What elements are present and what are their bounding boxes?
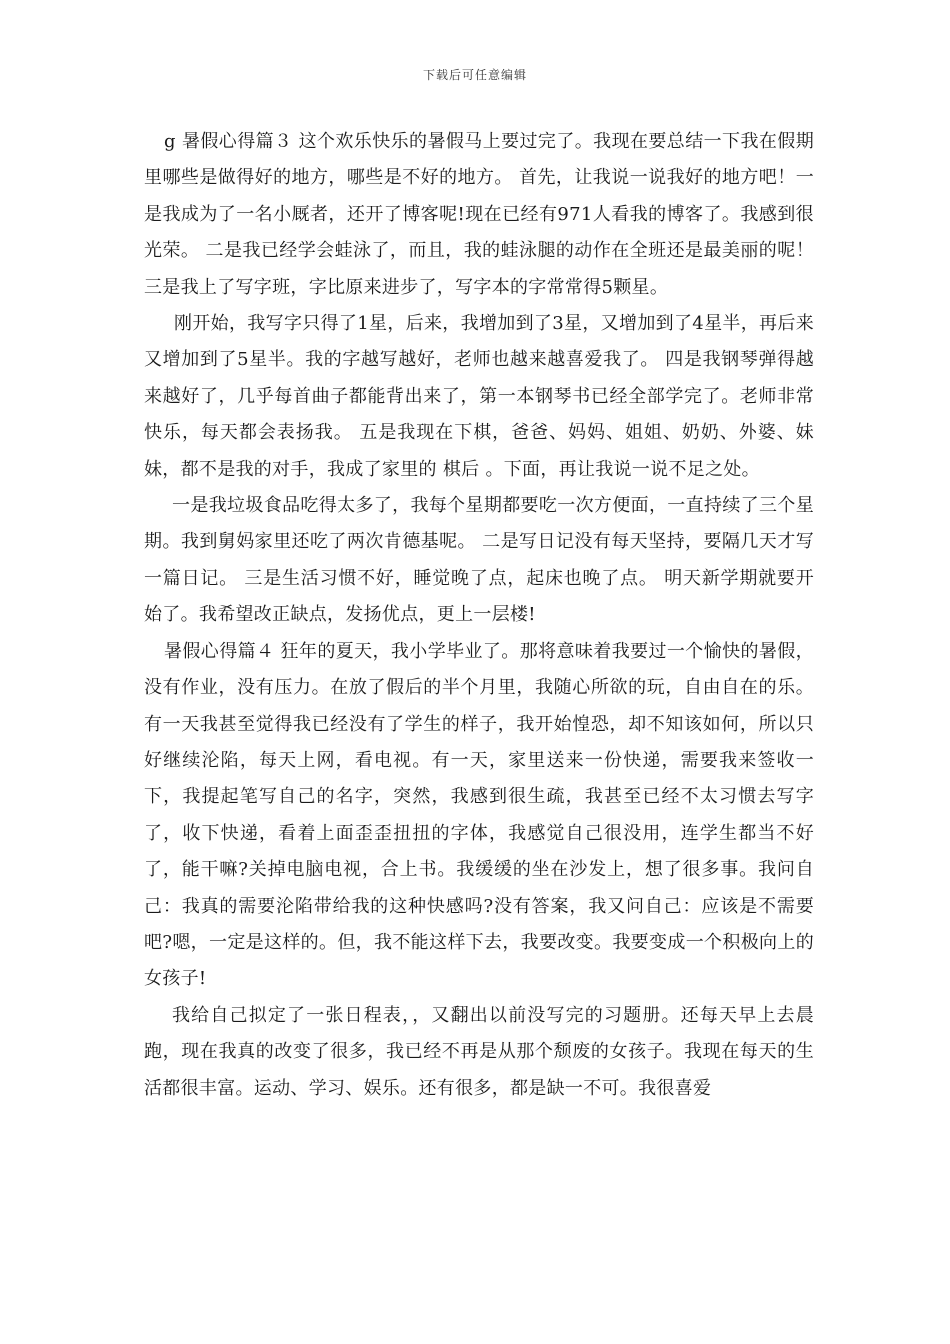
page-header: 下载后可任意编辑: [422, 68, 527, 82]
paragraph: g 暑假心得篇３ 这个欢乐快乐的暑假马上要过完了。我现在要总结一下我在假期里哪些是做得好的地方，哪些是不好的地方。 首先，让我说一说我好的地方吧！一是我成为了一名小厩者，还开了博客呢!现在已经有971人看我的博客了。我感到很光荣。 二是我已经学会蛙泳了，而且，我的蛙泳腿的动作在全班还是最美丽的呢！三是我上了写字班，字比原来进步了，写字本的字常常得5颗星。: [144, 131, 814, 298]
document-body: [144, 124, 814, 1107]
paragraph: 暑假心得篇４ 狂年的夏天，我小学毕业了。那将意味着我要过一个愉快的暑假，没有作业，没有压力。在放了假后的半个月里，我随心所欲的玩，自由自在的乐。有一天我甚至觉得我已经没有了学生的样子，我开始惶恐，却不知该如何，所以只好继续沦陷，每天上网，看电视。有一天，家里送来一份快递，需要我来签收一下，我提起笔写自己的名字，突然，我感到很生疏，我甚至已经不太习惯去写字了，收下快递，看着上面歪歪扭扭的字体，我感觉自己很没用，连学生都当不好了，能干嘛?关掉电脑电视，合上书。我缓缓的坐在沙发上，想了很多事。我问自己：我真的需要沦陷带给我的这种快感吗?没有答案，我又问自己：应该是不需要吧?嗯，一定是这样的。但，我不能这样下去，我要改变。我要变成一个积极向上的女孩子!: [144, 640, 814, 990]
paragraph: 一是我垃圾食品吃得太多了，我每个星期都要吃一次方便面，一直持续了三个星期。我到舅妈家里还吃了两次肯德基呢。 二是写日记没有每天坚持，要隔几天才写一篇日记。 三是生活习惯不好，睡觉晚了点，起床也晚了点。 明天新学期就要开始了。我希望改正缺点，发扬优点，更上一层楼!: [144, 495, 814, 626]
paragraph: 我给自己拟定了一张日程表，，又翻出以前没写完的习题册。还每天早上去晨跑，现在我真的改变了很多，我已经不再是从那个颓废的女孩子。我现在每天的生活都很丰富。运动、学习、娱乐。还有很多，都是缺一不可。我很喜爱: [144, 1004, 814, 1099]
paragraph: 刚开始，我写字只得了1星，后来，我增加到了3星，又增加到了4星半，再后来又增加到了5星半。我的字越写越好，老师也越来越喜爱我了。 四是我钢琴弹得越来越好了，几乎每首曲子都能背出来了，第一本钢琴书已经全部学完了。老师非常快乐，每天都会表扬我。 五是我现在下棋，爸爸、妈妈、姐姐、奶奶、外婆、妹妹，都不是我的对手，我成了家里的 棋后 。下面，再让我说一说不足之处。: [144, 313, 814, 480]
